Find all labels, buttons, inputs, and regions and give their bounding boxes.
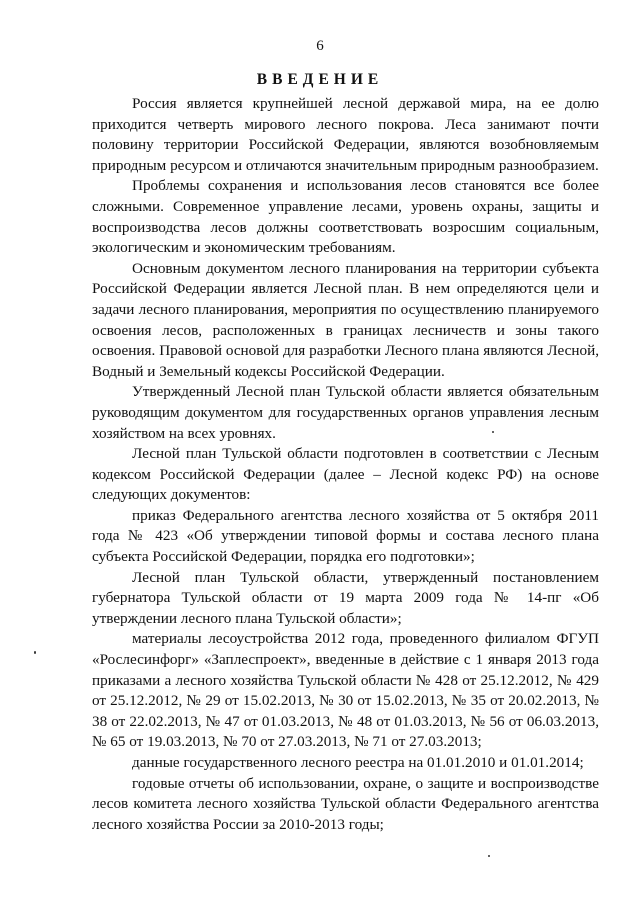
paragraph-forest-plan-definition: Основным документом лесного планирования на территории субъекта Российской Федерации является Лесной план. В нем определяются цели и задачи лесного планирования, мероприятия по осуществлению планируемого освоения лесов, расположенных в границах лесничеств и зоны такого освоения. Правовой основой для разработки Лесного плана являются Лесной, Водный и Земельный кодексы Российской Федерации. xyxy=(92,259,599,380)
paragraph-plan-basis: Лесной план Тульской области подготовлен в соответствии с Лесным кодексом Российской Федерации (далее – Лесной кодекс РФ) на основе следующих документов: xyxy=(92,445,599,504)
list-item-forest-inventory: материалы лесоустройства 2012 года, проведенного филиалом ФГУП «Рослесинфорг» «Заплеспроект», введенные в действие с 1 января 2013 года приказами а лесного хозяйства Тульской области № 428 от 25.12.2012, № 429 от 25.12.2012, № 29 от 15.02.2013, № 30 от 15.02.2013, № 35 от 20.02.2013, № 38 от 22.02.2013, № 47 от 01.03.2013, № 48 от 01.03.2013, № 56 от 06.03.2013, № 65 от 19.03.2013, № 70 от 27.03.2013, № 71 от 27.03.2013; xyxy=(92,630,599,751)
scan-speck xyxy=(492,431,494,433)
list-item-annual-reports: годовые отчеты об использовании, охране, о защите и воспроизводстве лесов комитета лесного хозяйства Тульской области Федерального агентства лесного хозяйства России за 2010-2013 годы; xyxy=(92,774,599,833)
page-number: 6 xyxy=(316,38,324,54)
scan-speck xyxy=(488,855,490,857)
paragraph-russia-forests: Россия является крупнейшей лесной державой мира, на ее долю приходится четверть мирового лесного покрова. Леса занимают почти половину территории Российской Федерации, являются возобновляемым природным ресурсом и отличаются значительным природным разнообразием. xyxy=(92,95,599,174)
scan-speck xyxy=(34,651,36,654)
list-item-forest-register: данные государственного лесного реестра на 01.01.2010 и 01.01.2014; xyxy=(132,754,584,771)
paragraph-forest-problems: Проблемы сохранения и использования лесов становятся все более сложными. Современное управление лесами, уровень охраны, защиты и воспроизводства лесов должны соответствовать возросшим социальным, экологическим и экономическим требованиям. xyxy=(92,177,599,257)
list-item-order-423: приказ Федерального агентства лесного хозяйства от 5 октября 2011 года № 423 «Об утверждении типовой формы и состава лесного плана субъекта Российской Федерации, порядка его подготовки»; xyxy=(92,506,599,566)
body-text xyxy=(92,94,599,835)
list-item-previous-plan: Лесной план Тульской области, утвержденный постановлением губернатора Тульской области от 19 марта 2009 года № 14-пг «Об утверждении лесного плана Тульской области»; xyxy=(92,568,599,627)
section-heading: ВВЕДЕНИЕ xyxy=(256,71,384,88)
paragraph-plan-mandatory: Утвержденный Лесной план Тульской области является обязательным руководящим документом для государственных органов управления лесным хозяйством на всех уровнях. xyxy=(92,383,599,442)
